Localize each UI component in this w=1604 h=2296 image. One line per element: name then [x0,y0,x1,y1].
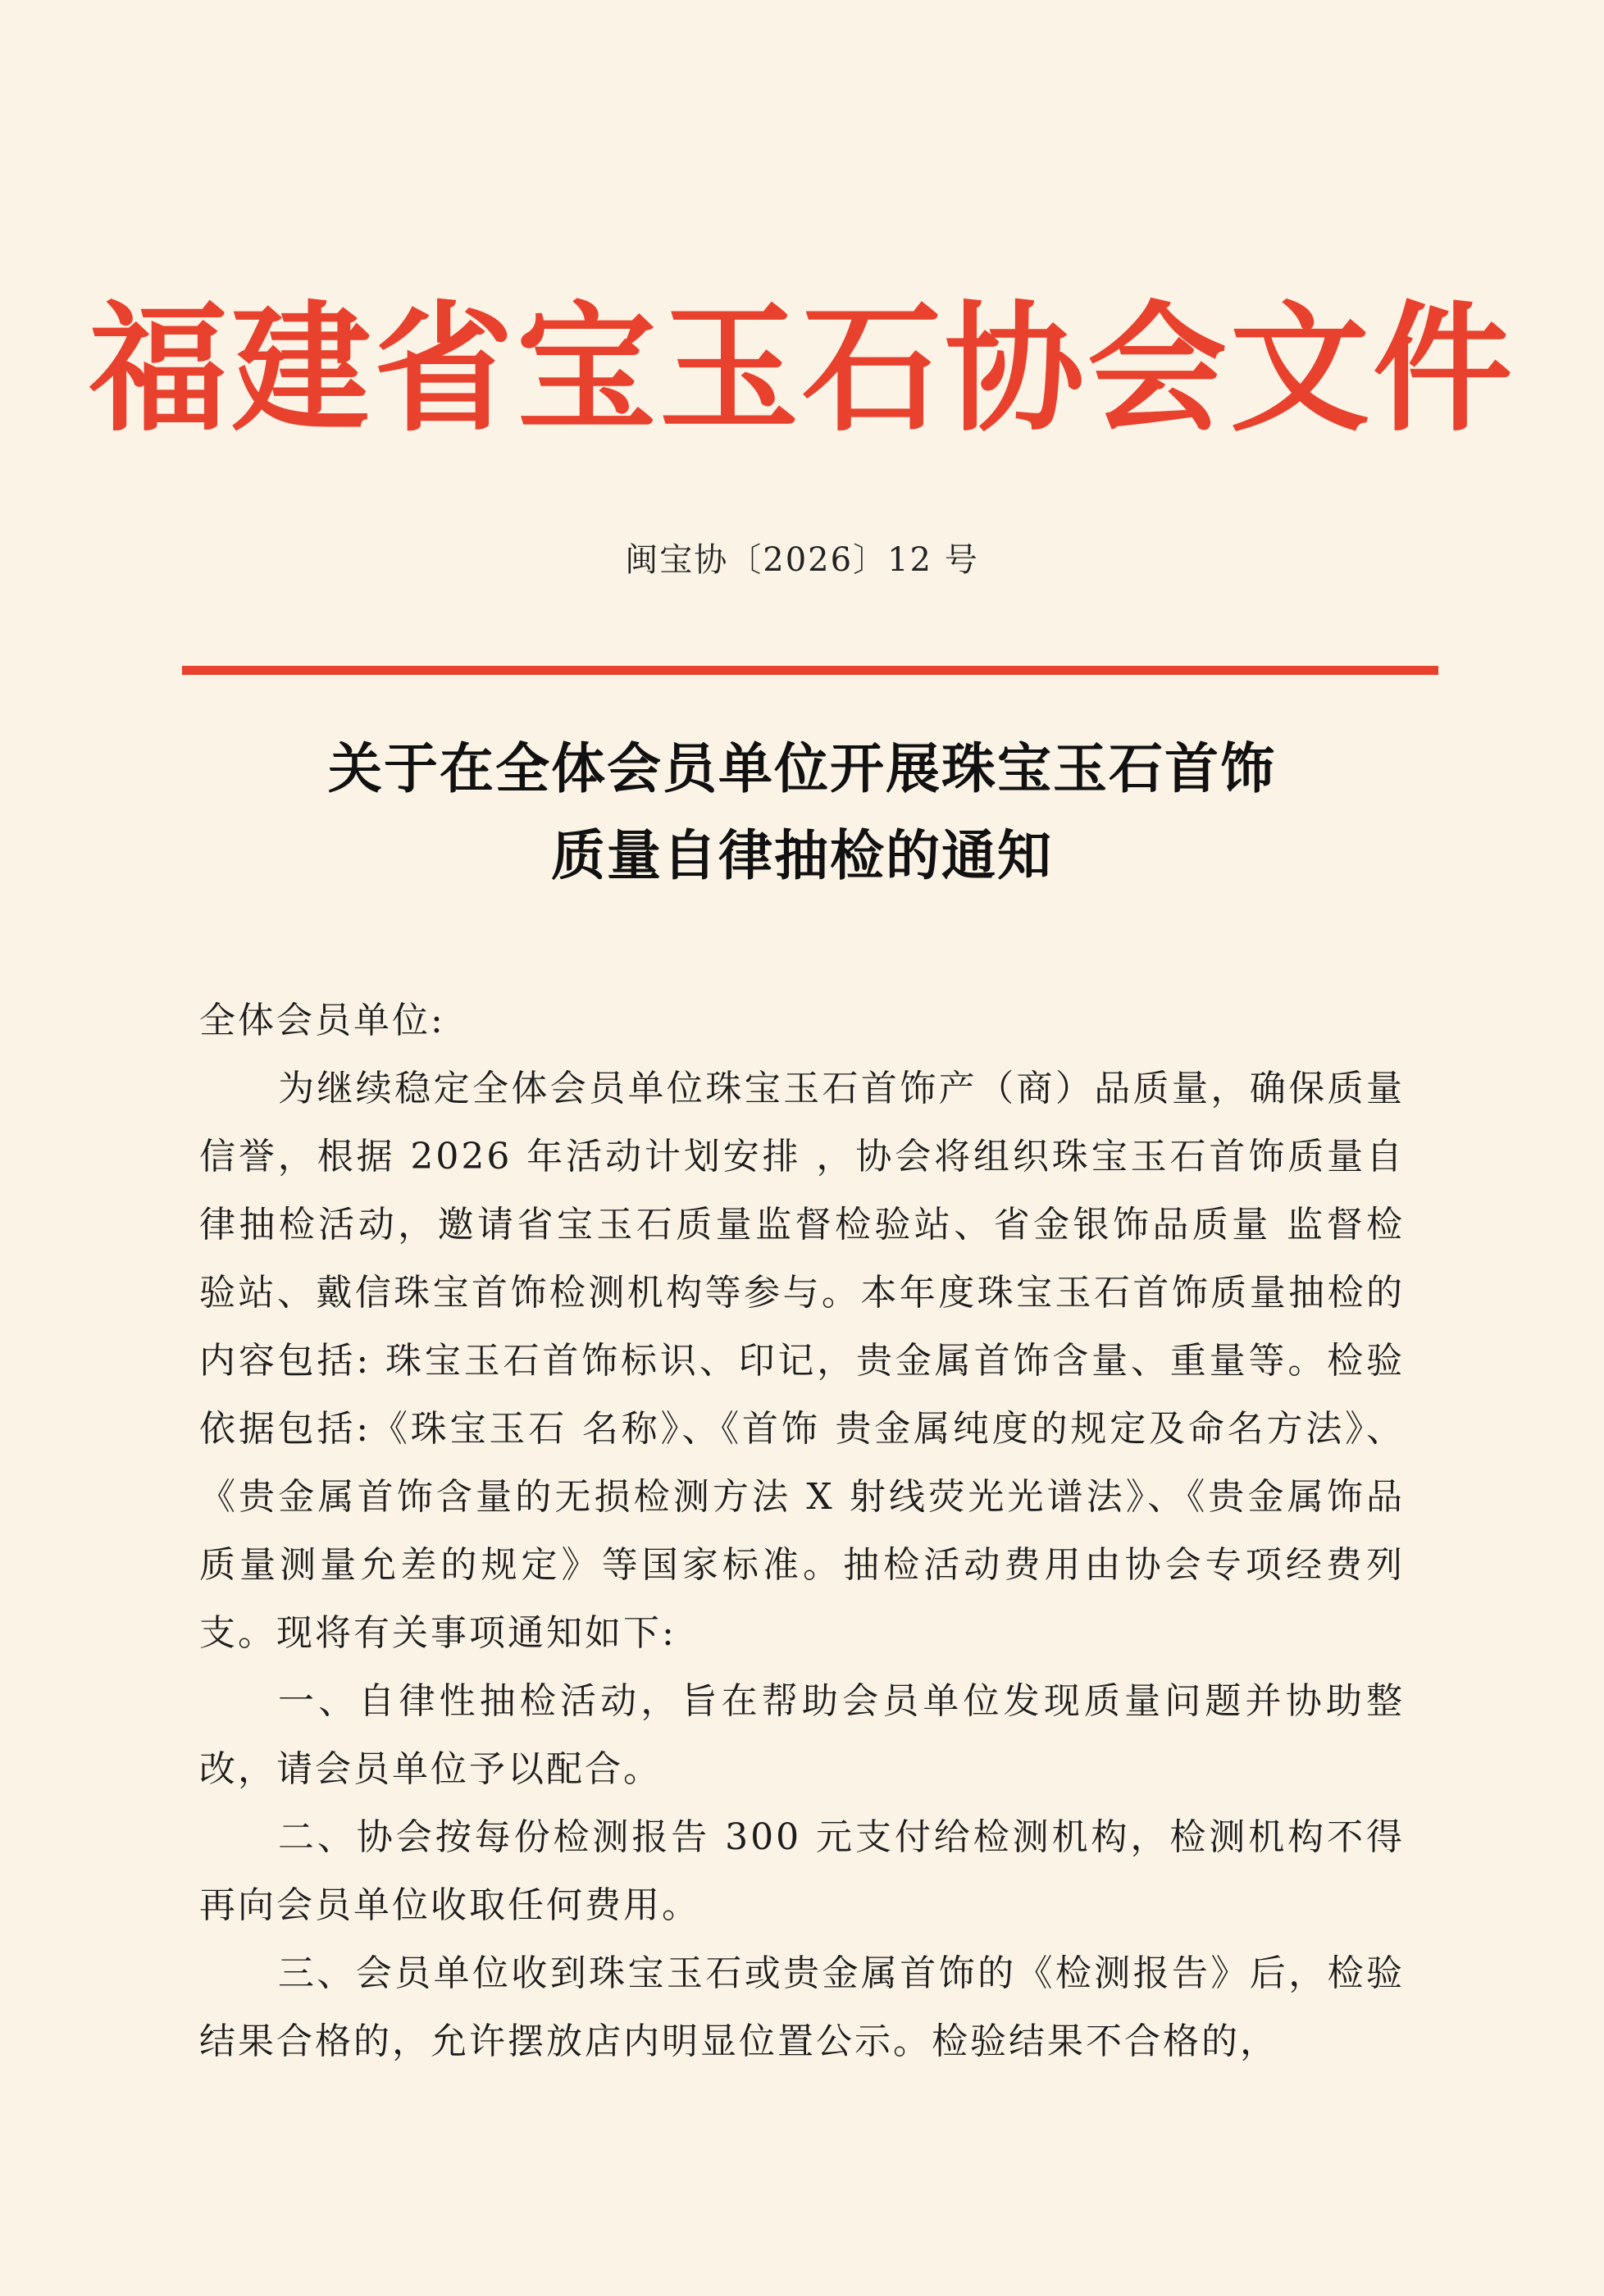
paragraph-intro: 为继续稳定全体会员单位珠宝玉石首饰产（商）品质量，确保质量信誉，根据 2026 年活动计划安排 ，协会将组织珠宝玉石首饰质量自律抽检活动，邀请省宝玉石质量监督检验站、省金银饰品质量 监督检验站、戴信珠宝首饰检测机构等参与。本年度珠宝玉石首饰质量抽检的内容包括: 珠宝玉石首饰标识、印记，贵金属首饰含量、重量等。检验依据包括:《珠宝玉石 名称》、《首饰 贵金属纯度的规定及命名方法》、《贵金属首饰含量的无损检测方法 X 射线荧光光谱法》、《贵金属饰品质量测量允差的规定》等国家标准。抽检活动费用由协会专项经费列支。现将有关事项通知如下: [199,1068,1405,1654]
document-title [0,726,1604,900]
paragraph-item-3: 三、会员单位收到珠宝玉石或贵金属首饰的《检测报告》后，检验结果合格的，允许摆放店内明显位置公示。检验结果不合格的， [199,1952,1405,2062]
organization-header: 福建省宝玉石协会文件 [88,287,1515,451]
title-line-2: 质量自律抽检的通知 [551,824,1053,887]
title-line-1: 关于在全体会员单位开展珠宝玉石首饰 [328,737,1276,800]
document-body [199,986,1405,2075]
paragraph-item-1: 一、自律性抽检活动，旨在帮助会员单位发现质量问题并协助整改，请会员单位予以配合。 [199,1680,1405,1790]
document-number: 闽宝协〔2026〕12 号 [625,541,979,579]
paragraph-item-2: 二、协会按每份检测报告 300 元支付给检测机构，检测机构不得再向会员单位收取任何费用。 [199,1816,1405,1926]
red-divider [182,666,1438,675]
addressee: 全体会员单位: [199,1000,445,1041]
